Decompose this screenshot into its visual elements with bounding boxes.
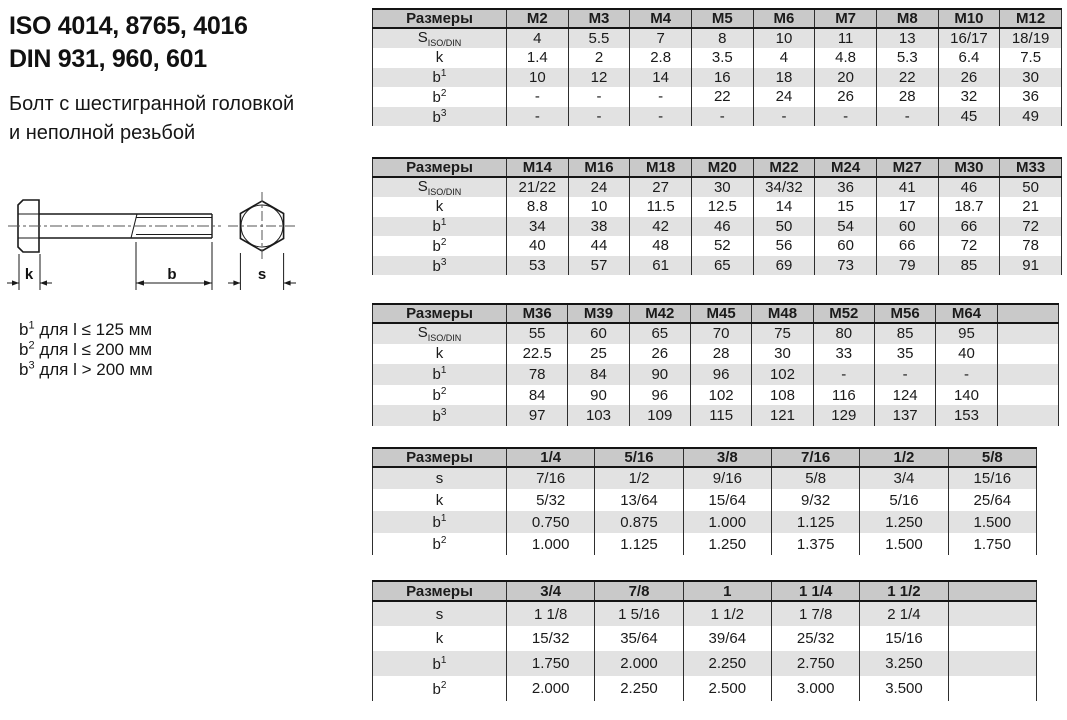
size-column-header: M8 (876, 9, 938, 28)
size-column-header: 1 (683, 581, 771, 601)
size-column-header: M52 (813, 304, 874, 323)
value-cell: 121 (752, 405, 813, 426)
row-label-cell: $b^2$ (373, 236, 507, 256)
value-cell: 56 (753, 236, 815, 256)
value-cell: 13/64 (595, 489, 683, 511)
size-column-header: 5/8 (948, 448, 1036, 467)
inch-table-quarter-to-fiveeighths (372, 447, 1037, 555)
value-cell (997, 385, 1058, 406)
value-cell: 1.375 (771, 533, 859, 555)
value-cell: 7.5 (1000, 48, 1062, 68)
value-cell: 2.000 (595, 651, 683, 676)
value-cell: 90 (629, 364, 690, 385)
value-cell: 25/32 (771, 626, 859, 651)
value-cell: 0.875 (595, 511, 683, 533)
value-cell: 5.3 (876, 48, 938, 68)
standards-title (9, 10, 248, 76)
row-label-cell: $b^1$ (373, 651, 507, 676)
row-label-cell: k (373, 626, 507, 651)
row-label-cell: $b^3$ (373, 405, 507, 426)
value-cell: 4.8 (815, 48, 877, 68)
value-cell (948, 676, 1036, 701)
size-column-header: M5 (691, 9, 753, 28)
sizes-corner-header: Размеры (373, 581, 507, 601)
value-cell: 3.500 (860, 676, 948, 701)
row-label-cell: $b^2$ (373, 676, 507, 701)
value-cell: 9/16 (683, 467, 771, 489)
value-cell: 54 (815, 217, 877, 237)
value-cell: 3.5 (691, 48, 753, 68)
value-cell: 2.8 (630, 48, 692, 68)
note-line: $b^3$ для l > 200 мм (19, 359, 153, 379)
value-cell: 46 (938, 177, 1000, 197)
value-cell: 11.5 (630, 197, 692, 217)
size-column-header: M16 (568, 158, 630, 177)
value-cell: 1.750 (948, 533, 1036, 555)
value-cell: 18.7 (938, 197, 1000, 217)
value-cell: 5/8 (771, 467, 859, 489)
value-cell: - (813, 364, 874, 385)
value-cell: 8 (691, 28, 753, 48)
value-cell: 1 7/8 (771, 601, 859, 626)
value-cell: 78 (507, 364, 568, 385)
value-cell: 36 (815, 177, 877, 197)
value-cell: 1.125 (595, 533, 683, 555)
value-cell: 28 (876, 87, 938, 107)
value-cell: 85 (874, 323, 935, 344)
row-label-cell: k (373, 197, 507, 217)
value-cell: 1.000 (683, 511, 771, 533)
value-cell: 60 (568, 323, 629, 344)
size-column-header (948, 581, 1036, 601)
value-cell: 1 1/2 (683, 601, 771, 626)
value-cell: 7/16 (507, 467, 595, 489)
value-cell: 1.500 (860, 533, 948, 555)
value-cell: 30 (1000, 68, 1062, 88)
value-cell: 16 (691, 68, 753, 88)
value-cell: 12.5 (691, 197, 753, 217)
size-column-header: M6 (753, 9, 815, 28)
size-column-header: M39 (568, 304, 629, 323)
value-cell: 1 5/16 (595, 601, 683, 626)
value-cell: 26 (938, 68, 1000, 88)
bolt-technical-drawing (0, 183, 330, 308)
value-cell: 15/32 (507, 626, 595, 651)
metric-table-m36-m64 (372, 303, 1059, 426)
value-cell: 84 (507, 385, 568, 406)
value-cell: 3.000 (771, 676, 859, 701)
value-cell: 4 (507, 28, 569, 48)
arrowhead (136, 280, 144, 285)
dim-label-k: k (24, 266, 34, 283)
value-cell: - (507, 107, 569, 127)
value-cell: 85 (938, 256, 1000, 276)
value-cell: 2.000 (507, 676, 595, 701)
value-cell: 80 (813, 323, 874, 344)
value-cell: 34 (507, 217, 569, 237)
size-column-header: 3/4 (507, 581, 595, 601)
value-cell: 35 (874, 344, 935, 365)
value-cell: 50 (753, 217, 815, 237)
value-cell: - (568, 87, 630, 107)
arrowhead (12, 280, 19, 285)
value-cell: 26 (629, 344, 690, 365)
value-cell: 42 (630, 217, 692, 237)
value-cell: - (630, 107, 692, 127)
value-cell: 18/19 (1000, 28, 1062, 48)
value-cell: 4 (753, 48, 815, 68)
value-cell: 40 (936, 344, 997, 365)
dimensions-table (372, 157, 1062, 275)
dimensions-table (372, 447, 1037, 555)
value-cell: - (507, 87, 569, 107)
value-cell: 115 (690, 405, 751, 426)
thread-length-notes (19, 320, 153, 380)
value-cell: 13 (876, 28, 938, 48)
value-cell: 8.8 (507, 197, 569, 217)
value-cell: 10 (753, 28, 815, 48)
bolt-front-view (228, 192, 296, 260)
value-cell: 28 (690, 344, 751, 365)
value-cell: 1.125 (771, 511, 859, 533)
row-label-cell: $S_{ISO/DIN}$ (373, 323, 507, 344)
value-cell: 40 (507, 236, 569, 256)
value-cell: 116 (813, 385, 874, 406)
value-cell: 1.750 (507, 651, 595, 676)
size-column-header: 3/8 (683, 448, 771, 467)
value-cell: 48 (630, 236, 692, 256)
arrowhead (204, 280, 212, 285)
value-cell: 41 (876, 177, 938, 197)
sizes-corner-header: Размеры (373, 9, 507, 28)
value-cell: 36 (1000, 87, 1062, 107)
value-cell: 65 (691, 256, 753, 276)
value-cell: 72 (938, 236, 1000, 256)
value-cell: 61 (630, 256, 692, 276)
value-cell: 14 (753, 197, 815, 217)
value-cell: 32 (938, 87, 1000, 107)
value-cell: 20 (815, 68, 877, 88)
value-cell: 1 1/8 (507, 601, 595, 626)
value-cell: 69 (753, 256, 815, 276)
value-cell: 45 (938, 107, 1000, 127)
size-column-header: M14 (507, 158, 569, 177)
value-cell (948, 601, 1036, 626)
row-label-cell: s (373, 601, 507, 626)
value-cell: 5/16 (860, 489, 948, 511)
row-label-cell: $b^3$ (373, 256, 507, 276)
value-cell: - (936, 364, 997, 385)
size-column-header: M3 (568, 9, 630, 28)
value-cell: 15/16 (948, 467, 1036, 489)
value-cell: 96 (690, 364, 751, 385)
value-cell: 15/64 (683, 489, 771, 511)
row-label-cell: $b^1$ (373, 217, 507, 237)
size-column-header: M30 (938, 158, 1000, 177)
value-cell: 129 (813, 405, 874, 426)
value-cell: 5.5 (568, 28, 630, 48)
value-cell: 27 (630, 177, 692, 197)
note-line: $b^1$ для l ≤ 125 мм (19, 319, 153, 339)
value-cell: - (874, 364, 935, 385)
row-label-cell: k (373, 489, 507, 511)
note-line: $b^2$ для l ≤ 200 мм (19, 339, 153, 359)
value-cell: 12 (568, 68, 630, 88)
value-cell: 124 (874, 385, 935, 406)
value-cell (997, 323, 1058, 344)
value-cell: 49 (1000, 107, 1062, 127)
value-cell: 21/22 (507, 177, 569, 197)
arrowhead (40, 280, 47, 285)
value-cell: 137 (874, 405, 935, 426)
value-cell: 30 (691, 177, 753, 197)
value-cell: 5/32 (507, 489, 595, 511)
value-cell: 15 (815, 197, 877, 217)
size-column-header: M10 (938, 9, 1000, 28)
value-cell: 96 (629, 385, 690, 406)
size-column-header: M12 (1000, 9, 1062, 28)
size-column-header: 5/16 (595, 448, 683, 467)
value-cell: 60 (815, 236, 877, 256)
row-label-cell: k (373, 48, 507, 68)
value-cell: 84 (568, 364, 629, 385)
value-cell: 21 (1000, 197, 1062, 217)
size-column-header: 7/16 (771, 448, 859, 467)
value-cell: 95 (936, 323, 997, 344)
value-cell: 0.750 (507, 511, 595, 533)
inch-table-threequarters-to-oneandhalf (372, 580, 1037, 701)
size-column-header: M56 (874, 304, 935, 323)
size-column-header: 1 1/2 (860, 581, 948, 601)
value-cell: 10 (507, 68, 569, 88)
metric-table-m14-m33 (372, 157, 1062, 275)
size-column-header: M7 (815, 9, 877, 28)
value-cell: 33 (813, 344, 874, 365)
value-cell: 103 (568, 405, 629, 426)
value-cell: 22 (691, 87, 753, 107)
value-cell: 44 (568, 236, 630, 256)
dimension-k (7, 254, 52, 290)
size-column-header: M42 (629, 304, 690, 323)
dimensions-table (372, 8, 1062, 126)
value-cell: 2.250 (683, 651, 771, 676)
dimensions-table (372, 580, 1037, 701)
size-column-header: M27 (876, 158, 938, 177)
title-din-line: DIN 931, 960, 601 (9, 45, 207, 73)
value-cell: 24 (568, 177, 630, 197)
value-cell: 10 (568, 197, 630, 217)
value-cell: 55 (507, 323, 568, 344)
value-cell: 66 (876, 236, 938, 256)
value-cell: 102 (752, 364, 813, 385)
value-cell: 1.250 (860, 511, 948, 533)
value-cell: - (753, 107, 815, 127)
row-label-cell: $b^1$ (373, 68, 507, 88)
value-cell: 11 (815, 28, 877, 48)
sizes-corner-header: Размеры (373, 448, 507, 467)
bolt-side-view (8, 200, 221, 252)
value-cell: 34/32 (753, 177, 815, 197)
value-cell: 9/32 (771, 489, 859, 511)
sizes-corner-header: Размеры (373, 158, 507, 177)
description-line-2: и неполной резьбой (9, 122, 196, 144)
value-cell: 18 (753, 68, 815, 88)
value-cell (997, 364, 1058, 385)
size-column-header: 1/4 (507, 448, 595, 467)
value-cell: 17 (876, 197, 938, 217)
size-column-header: M36 (507, 304, 568, 323)
value-cell: 35/64 (595, 626, 683, 651)
value-cell: 2.500 (683, 676, 771, 701)
value-cell: 90 (568, 385, 629, 406)
sizes-corner-header: Размеры (373, 304, 507, 323)
value-cell: 22.5 (507, 344, 568, 365)
value-cell: 108 (752, 385, 813, 406)
size-column-header: M2 (507, 9, 569, 28)
value-cell: 2.250 (595, 676, 683, 701)
value-cell (997, 344, 1058, 365)
arrowhead (284, 280, 291, 285)
value-cell: 153 (936, 405, 997, 426)
size-column-header: 1 1/4 (771, 581, 859, 601)
value-cell: - (815, 107, 877, 127)
value-cell: - (691, 107, 753, 127)
value-cell: 79 (876, 256, 938, 276)
value-cell: 70 (690, 323, 751, 344)
value-cell: 102 (690, 385, 751, 406)
value-cell: 16/17 (938, 28, 1000, 48)
row-label-cell: $b^2$ (373, 87, 507, 107)
value-cell: 39/64 (683, 626, 771, 651)
value-cell: 109 (629, 405, 690, 426)
metric-table-m2-m12 (372, 8, 1062, 126)
dimension-b (136, 242, 212, 290)
value-cell: 1.000 (507, 533, 595, 555)
title-iso-line: ISO 4014, 8765, 4016 (9, 12, 248, 40)
value-cell (948, 626, 1036, 651)
value-cell: 26 (815, 87, 877, 107)
value-cell: 2 (568, 48, 630, 68)
size-column-header: M22 (753, 158, 815, 177)
value-cell: - (568, 107, 630, 127)
value-cell: 53 (507, 256, 569, 276)
size-column-header (997, 304, 1058, 323)
dim-label-b: b (167, 266, 177, 283)
size-column-header: M4 (630, 9, 692, 28)
size-column-header: M18 (630, 158, 692, 177)
value-cell: 30 (752, 344, 813, 365)
value-cell (997, 405, 1058, 426)
value-cell: 2.750 (771, 651, 859, 676)
product-description (9, 90, 294, 148)
value-cell: 46 (691, 217, 753, 237)
value-cell: 1.250 (683, 533, 771, 555)
value-cell: 38 (568, 217, 630, 237)
value-cell: 65 (629, 323, 690, 344)
size-column-header: 7/8 (595, 581, 683, 601)
size-column-header: 1/2 (860, 448, 948, 467)
value-cell: 25 (568, 344, 629, 365)
size-column-header: M20 (691, 158, 753, 177)
value-cell: 73 (815, 256, 877, 276)
size-column-header: M64 (936, 304, 997, 323)
value-cell: - (630, 87, 692, 107)
value-cell: 52 (691, 236, 753, 256)
value-cell: 6.4 (938, 48, 1000, 68)
value-cell: 60 (876, 217, 938, 237)
value-cell: 15/16 (860, 626, 948, 651)
size-column-header: M45 (690, 304, 751, 323)
value-cell: 7 (630, 28, 692, 48)
value-cell: 78 (1000, 236, 1062, 256)
value-cell: 1.4 (507, 48, 569, 68)
value-cell: 91 (1000, 256, 1062, 276)
row-label-cell: $b^1$ (373, 364, 507, 385)
value-cell: - (876, 107, 938, 127)
value-cell: 57 (568, 256, 630, 276)
row-label-cell: s (373, 467, 507, 489)
value-cell: 2 1/4 (860, 601, 948, 626)
value-cell: 1.500 (948, 511, 1036, 533)
size-column-header: M33 (1000, 158, 1062, 177)
row-label-cell: $S_{ISO/DIN}$ (373, 177, 507, 197)
row-label-cell: $b^2$ (373, 533, 507, 555)
value-cell: 66 (938, 217, 1000, 237)
row-label-cell: $b^2$ (373, 385, 507, 406)
size-column-header: M48 (752, 304, 813, 323)
value-cell (948, 651, 1036, 676)
arrowhead (233, 280, 240, 285)
dimensions-table (372, 303, 1059, 426)
value-cell: 24 (753, 87, 815, 107)
value-cell: 75 (752, 323, 813, 344)
row-label-cell: $b^3$ (373, 107, 507, 127)
value-cell: 97 (507, 405, 568, 426)
value-cell: 14 (630, 68, 692, 88)
value-cell: 3.250 (860, 651, 948, 676)
row-label-cell: $b^1$ (373, 511, 507, 533)
value-cell: 140 (936, 385, 997, 406)
description-line-1: Болт с шестигранной головкой (9, 93, 295, 115)
value-cell: 25/64 (948, 489, 1036, 511)
size-column-header: M24 (815, 158, 877, 177)
value-cell: 50 (1000, 177, 1062, 197)
value-cell: 22 (876, 68, 938, 88)
row-label-cell: k (373, 344, 507, 365)
value-cell: 3/4 (860, 467, 948, 489)
row-label-cell: $S_{ISO/DIN}$ (373, 28, 507, 48)
value-cell: 1/2 (595, 467, 683, 489)
value-cell: 72 (1000, 217, 1062, 237)
dim-label-s: s (257, 266, 267, 283)
